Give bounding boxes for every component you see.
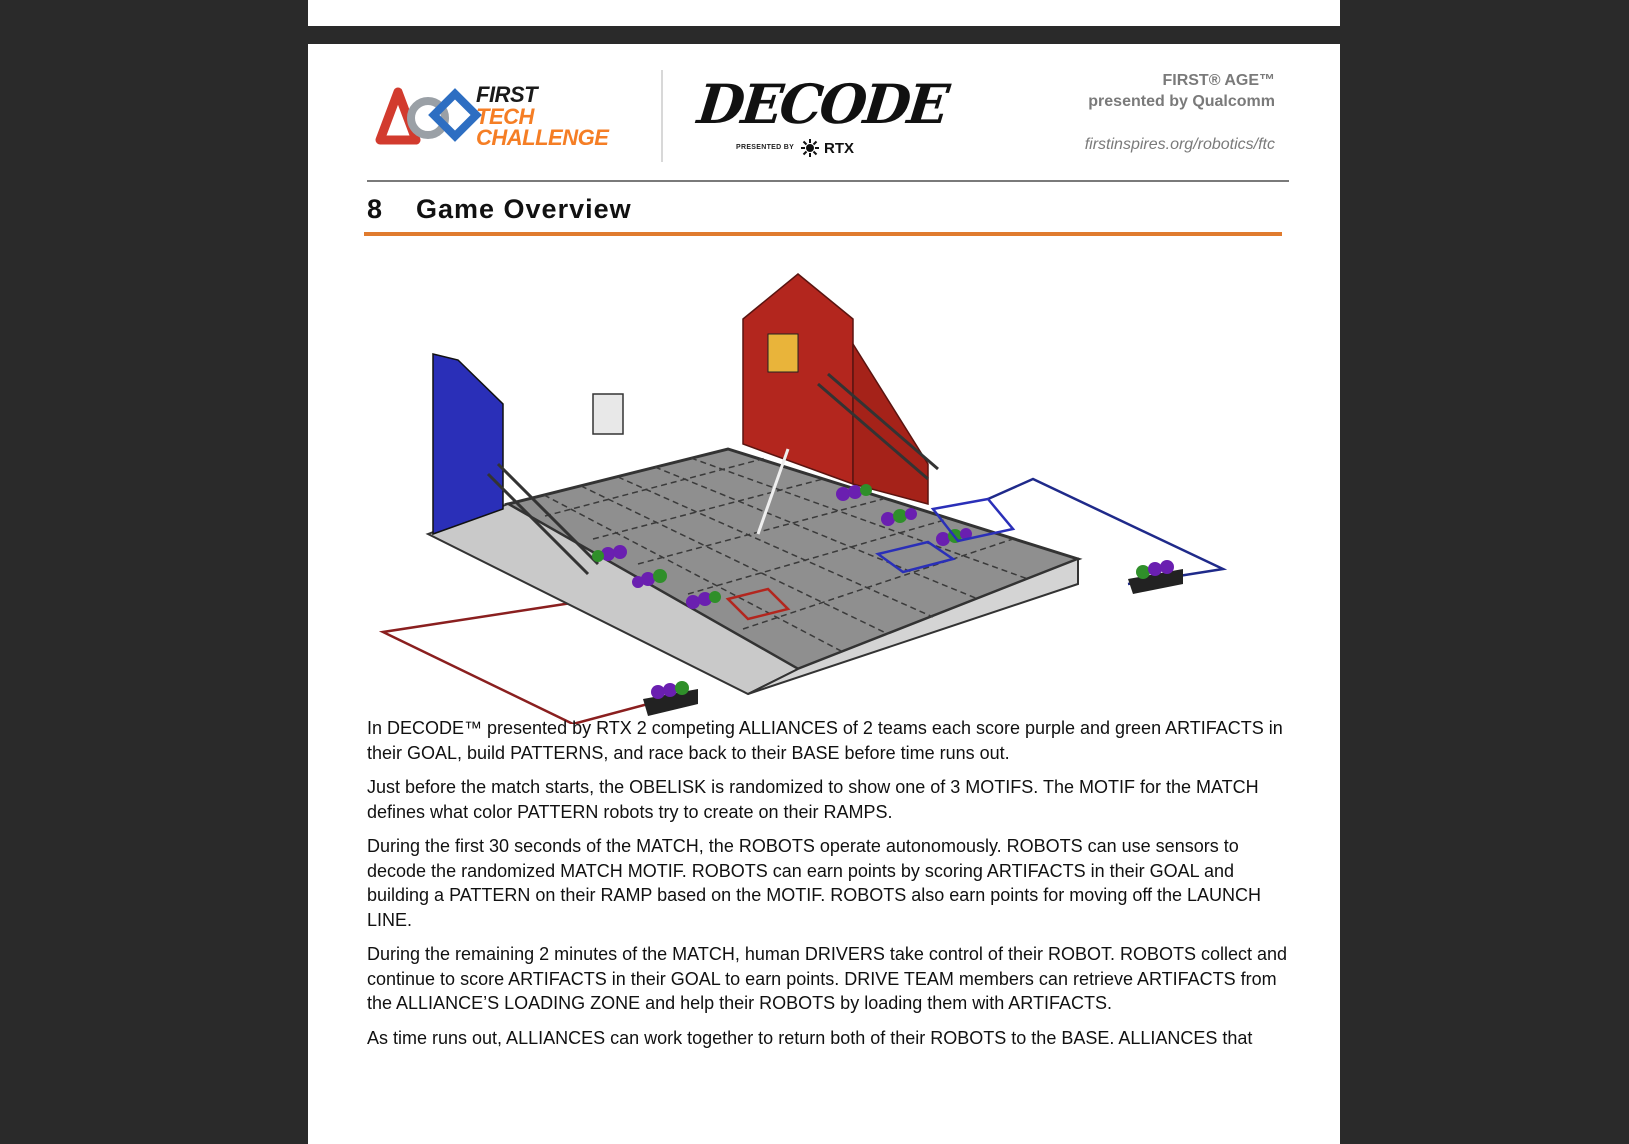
- document-page: [308, 44, 1340, 1144]
- field-illustration: [368, 254, 1268, 724]
- paragraph-4: During the remaining 2 minutes of the MATCH, human DRIVERS take control of their ROBOT. ROBOTS collect and continue to score ARTIFACTS in their GOAL to earn points. DRIVE TEAM members can retrieve ARTIFACTS from the ALLIANCE’S LOADING ZONE and help their ROBOTS by loading them with ARTIFACTS.: [367, 944, 1288, 1013]
- decode-logo: DECODE: [694, 72, 950, 136]
- paragraph-5: As time runs out, ALLIANCES can work together to return both of their ROBOTS to the BASE. ALLIANCES that: [367, 1027, 1253, 1048]
- section-number: 8: [367, 194, 384, 224]
- header-url: firstinspires.org/robotics/ftc: [1084, 136, 1275, 153]
- ftc-logo-tech: TECH: [476, 104, 534, 129]
- section-rule: [364, 232, 1282, 236]
- paragraph-1: In DECODE™ presented by RTX 2 competing ALLIANCES of 2 teams each score purple and green ARTIFACTS in their GOAL, build PATTERNS, and race back to their BASE before time runs out.: [367, 718, 1283, 763]
- header-divider: [661, 70, 663, 162]
- previous-page-edge: [308, 0, 1340, 26]
- rtx-sunburst-icon: [800, 138, 820, 158]
- body-text: [367, 716, 1292, 1060]
- header-rule: [367, 180, 1289, 182]
- section-title: Game Overview: [416, 194, 632, 224]
- rtx-label: RTX: [824, 140, 854, 157]
- ftc-logo-first: FIRST: [476, 82, 538, 107]
- presented-by-label: PRESENTED BY: [736, 144, 795, 151]
- ftc-logo-challenge: CHALLENGE: [476, 125, 609, 150]
- paragraph-2: Just before the match starts, the OBELISK is randomized to show one of 3 MOTIFS. The MOTIF for the MATCH defines what color PATTERN robots try to create on their RAMPS.: [367, 777, 1259, 822]
- presenter-line: presented by Qualcomm: [1088, 93, 1275, 110]
- season-name: FIRST® AGE™: [1162, 72, 1275, 89]
- paragraph-3: During the first 30 seconds of the MATCH, the ROBOTS operate autonomously. ROBOTS can use sensors to decode the randomized MATCH MOTIF. ROBOTS can earn points by scoring ARTIFACTS in their GOAL and building a PATTERN on their RAMP based on the MOTIF. ROBOTS also earn points for moving off the LAUNCH LINE.: [367, 836, 1262, 930]
